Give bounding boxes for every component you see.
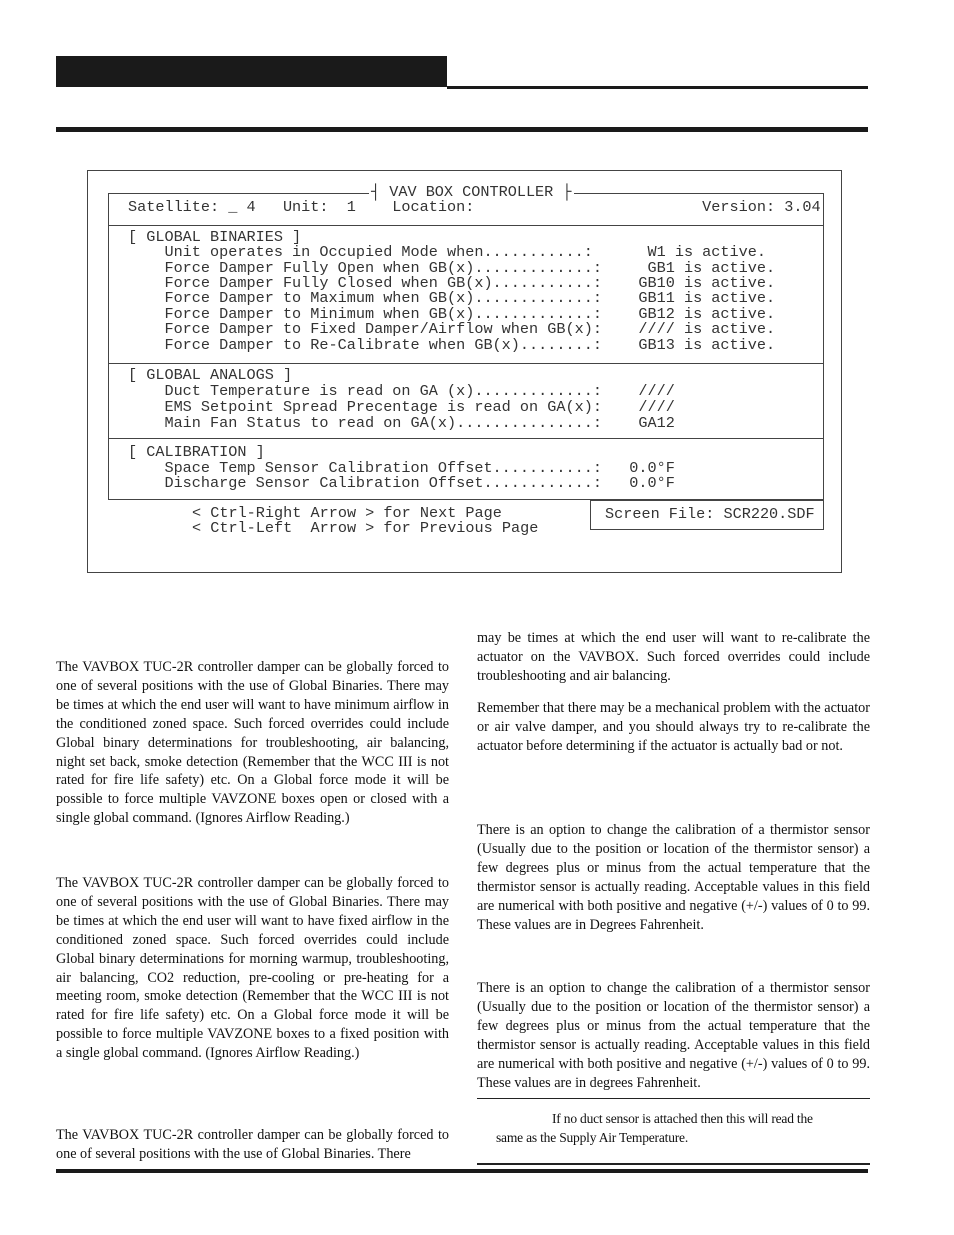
global-binary-row: Force Damper to Minimum when GB(x).............: GB12 is active. — [128, 305, 776, 323]
global-binary-row: Unit operates in Occupied Mode when...........: W1 is active. — [128, 243, 766, 261]
calibration-row: Discharge Sensor Calibration Offset............: 0.0°F — [128, 474, 675, 492]
note-bottom-rule — [477, 1163, 870, 1165]
screen-title-text: VAV BOX CONTROLLER — [389, 183, 554, 201]
right-paragraph-2 — [477, 699, 870, 756]
header-black-bar — [56, 56, 447, 87]
screen-file-label: Screen File: SCR220.SDF — [605, 505, 815, 523]
separator-analogs — [108, 438, 824, 439]
footer-rule — [56, 1169, 868, 1173]
calibration-row: Space Temp Sensor Calibration Offset...........: 0.0°F — [128, 459, 675, 477]
screen-file-box — [590, 500, 824, 530]
paragraph-text: The VAVBOX TUC-2R controller damper can be globally forced to one of several positions with the use of Global Binaries. There — [56, 1127, 449, 1162]
global-binary-row: Force Damper Fully Open when GB(x).............: GB1 is active. — [128, 259, 776, 277]
global-analog-row: Duct Temperature is read on GA (x).............: //// — [128, 382, 675, 400]
calibration-heading: [ CALIBRATION ] — [128, 443, 265, 461]
note-box — [496, 1110, 856, 1147]
paragraph-text: There is an option to change the calibration of a thermistor sensor (Usually due to the position or location of the thermistor sensor) a few degrees plus or minus from the actual temperature that the thermistor sensor is actually reading. Acceptable values in this field are numerical with both positive and negative (+/-) values of 0 to 99. These values are in Degrees Fahrenheit. — [477, 822, 870, 933]
left-paragraph-3 — [56, 1126, 449, 1164]
right-paragraph-1 — [477, 629, 870, 686]
paragraph-text: may be times at which the end user will want to re-calibrate the actuator on the VAVBOX. Such forced overrides could include troubleshooting and air balancing. — [477, 630, 870, 684]
global-analog-row: Main Fan Status to read on GA(x)...............: GA12 — [128, 414, 675, 432]
screen-title: ┤ VAV BOX CONTROLLER ├ — [371, 183, 572, 201]
right-paragraph-3 — [477, 821, 870, 934]
separator-binaries — [108, 363, 824, 364]
right-paragraph-4 — [477, 979, 870, 1092]
note-line-2: same as the Supply Air Temperature. — [496, 1129, 689, 1145]
paragraph-text: Remember that there may be a mechanical problem with the actuator or air valve damper, and you should always try to re-calibrate the actuator before determining if the actuator is actually bad or not. — [477, 700, 870, 754]
note-line-1: If no duct sensor is attached then this will read the — [552, 1111, 813, 1126]
global-analog-row: EMS Setpoint Spread Precentage is read on GA(x): //// — [128, 398, 675, 416]
separator-header — [108, 225, 824, 226]
left-paragraph-1 — [56, 658, 449, 828]
nav-prev-hint: < Ctrl-Left Arrow > for Previous Page — [192, 519, 539, 537]
header-rule — [447, 86, 868, 89]
header-divider — [56, 127, 868, 132]
global-binary-row: Force Damper Fully Closed when GB(x)...........: GB10 is active. — [128, 274, 776, 292]
global-binary-row: Force Damper to Fixed Damper/Airflow when GB(x): //// is active. — [128, 320, 776, 338]
global-binary-row: Force Damper to Maximum when GB(x).............: GB11 is active. — [128, 289, 776, 307]
paragraph-text: The VAVBOX TUC-2R controller damper can be globally forced to one of several positions with the use of Global Binaries. There may be times at which the end user will want to have fixed airflow in the conditioned zoned space. Such forced overrides could include Global binary determinations for morning warmup, troubleshooting, air balancing, CO2 reduction, pre-cooling or pre-heating for a meeting room, smoke detection (Remember that the WCC III is not rated for fire life safety) etc. On a Global force mode it will be possible to force multiple VAVZONE boxes to a fixed position with a single global command. (Ignores Airflow Reading.) — [56, 875, 449, 1062]
left-paragraph-2 — [56, 874, 449, 1063]
screen-header-line: Satellite: _ 4 Unit: 1 Location: Version: 3.04 — [128, 198, 821, 216]
global-binary-row: Force Damper to Re-Calibrate when GB(x)........: GB13 is active. — [128, 336, 776, 354]
nav-next-hint: < Ctrl-Right Arrow > for Next Page — [192, 504, 502, 522]
paragraph-text: The VAVBOX TUC-2R controller damper can be globally forced to one of several positions with the use of Global Binaries. There may be times at which the end user will want to have minimum airflow in the conditioned zoned space. Such forced overrides could include Global binary determinations for troubleshooting, air balancing, night set back, smoke detection (Remember that the WCC III is not rated for fire life safety) etc. On a Global force mode it will be possible to force multiple VAVZONE boxes open or closed with a single global command. (Ignores Airflow Reading.) — [56, 659, 449, 827]
global-binaries-heading: [ GLOBAL BINARIES ] — [128, 228, 302, 246]
note-top-rule — [477, 1098, 870, 1099]
global-analogs-heading: [ GLOBAL ANALOGS ] — [128, 366, 293, 384]
paragraph-text: There is an option to change the calibration of a thermistor sensor (Usually due to the position or location of the thermistor sensor) a few degrees plus or minus from the actual temperature that the thermistor sensor is actually reading. Acceptable values in this field are numerical with both positive and negative (+/-) values of 0 to 99. These values are in degrees Fahrenheit. — [477, 980, 870, 1091]
